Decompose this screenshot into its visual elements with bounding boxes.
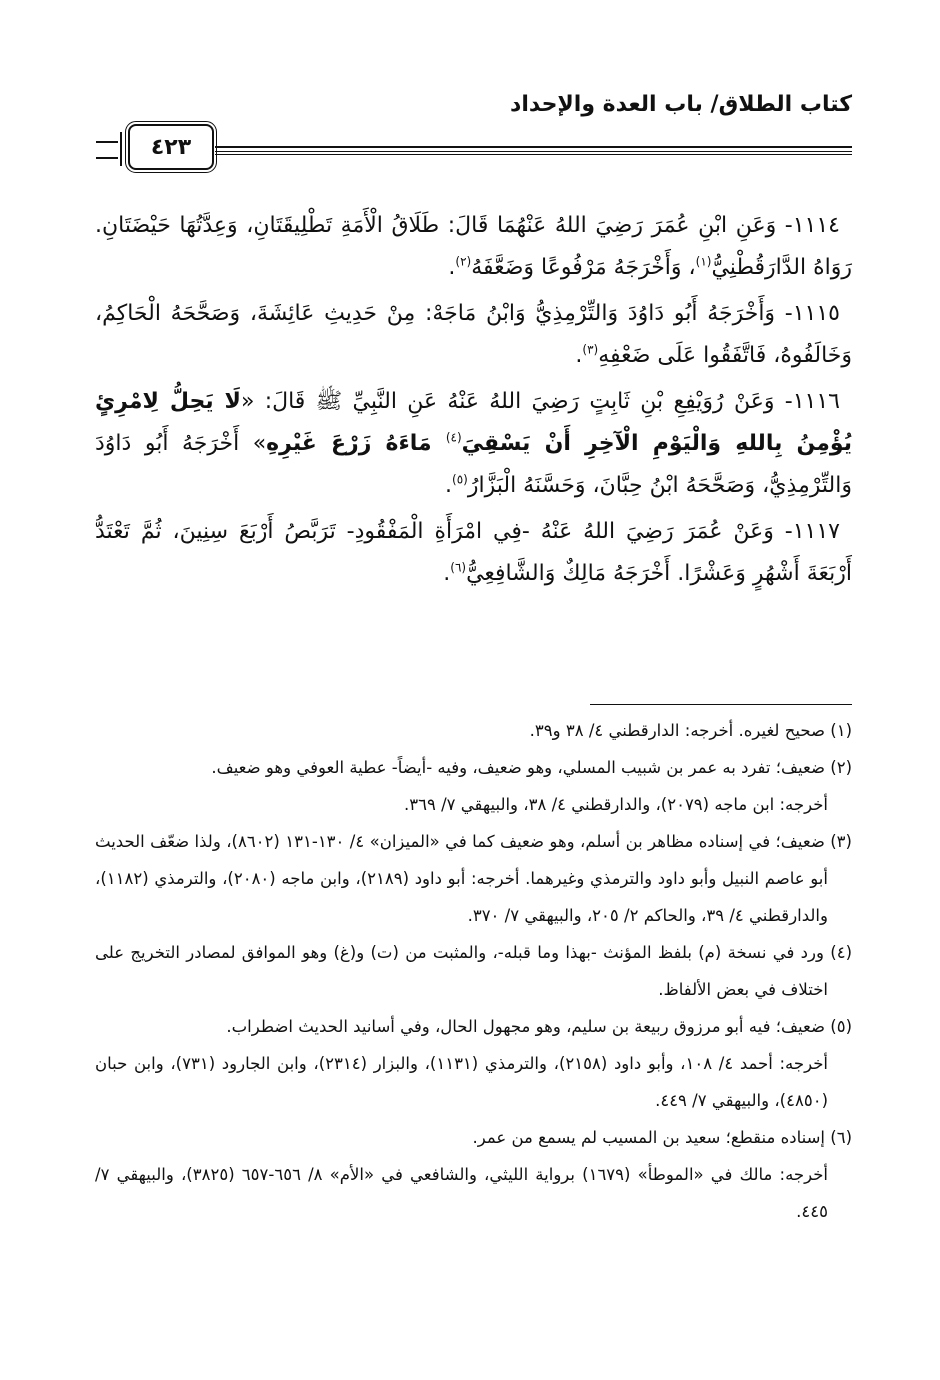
header-ornament xyxy=(96,141,118,159)
page-header-title: كتاب الطلاق/ باب العدة والإحداد xyxy=(510,92,852,117)
footnote-separator xyxy=(590,704,852,705)
hadith-text: . xyxy=(448,255,456,280)
footnote-4: (٤) ورد في نسخة (م) بلفظ المؤنث -بهذا وما قبله-، والمثبت من (ت) و(غ) وهو الموافق لمصادر التخريج على اختلاف في بعض الألفاظ. xyxy=(95,943,852,999)
hadith-text: . xyxy=(575,343,583,368)
footnote-6: (٦) إسناده منقطع؛ سعيد بن المسيب لم يسمع من عمر. xyxy=(472,1128,852,1147)
footnote-1: (١) صحيح لغيره. أخرجه: الدارقطني ٤/ ٣٨ و٣٩. xyxy=(529,721,852,740)
footnote-ref[interactable]: (١) xyxy=(695,254,712,269)
footnote-ref[interactable]: (٥) xyxy=(452,472,468,487)
footnote-3: (٣) ضعيف؛ في إسناده مظاهر بن أسلم، وهو ضعيف كما في «الميزان» ٤/ ١٣٠-١٣١ (٨٦٠٢)، ولذا ضعّف الحديث أبو عاصم النبيل وأبو داود والترمذي وغيرهما. أخرجه: أبو داود (٢١٨٩)، وابن ماجه (٢٠٨٠)، والترمذي (١١٨٢)، والدارقطني ٤/ ٣٩، والحاكم ٢/ ٢٠٥، والبيهقي ٧/ ٣٧٠. xyxy=(95,832,852,925)
header-rule xyxy=(215,146,852,152)
header-rule-thin xyxy=(215,154,852,155)
footnote-ref[interactable]: (٣) xyxy=(582,342,599,357)
header-ornament-bar xyxy=(120,132,122,166)
footnote-5-takhrij: أخرجه: أحمد ٤/ ١٠٨، وأبو داود (٢١٥٨)، والترمذي (١١٣١)، والبزار (٢٣١٤)، وابن الجارود (٧٣١)، وابن حبان (٤٨٥٠)، والبيهقي ٧/ ٤٤٩. xyxy=(95,1054,828,1110)
hadith-text: ١١١٦- وَعَنْ رُوَيْفِعِ بْنِ ثَابِتٍ رَضِيَ اللهُ عَنْهُ عَنِ النَّبِيِّ ﷺ قَالَ: « xyxy=(240,389,840,414)
hadith-text: ١١١٥- وَأَخْرَجَهُ أَبُو دَاوُدَ وَالتِّرْمِذِيُّ وَابْنُ مَاجَهْ: مِنْ حَدِيثِ عَائِشَةَ، وَصَحَّحَهُ الْحَاكِمُ، وَخَالَفُوهُ، فَاتَّفَقُوا عَلَى ضَعْفِهِ xyxy=(95,301,852,368)
footnote-5: (٥) ضعيف؛ فيه أبو مرزوق ربيعة بن سليم، وهو مجهول الحال، وفي أسانيد الحديث اضطراب. xyxy=(226,1017,852,1036)
hadith-1115 xyxy=(95,293,852,377)
footnote-2: (٢) ضعيف؛ تفرد به عمر بن شبيب المسلي، وهو ضعيف، وفيه -أيضاً- عطية العوفي وهو ضعيف. xyxy=(211,758,852,777)
hadith-1116 xyxy=(95,381,852,507)
hadith-text: ، وَأَخْرَجَهُ مَرْفُوعًا وَضَعَّفَهُ xyxy=(471,255,696,280)
hadith-text: . xyxy=(443,561,451,586)
hadith-text: . xyxy=(445,473,453,498)
footnote-ref[interactable]: (٤) xyxy=(445,430,462,445)
hadith-matn: لَا يَحِلُّ لِامْرِئٍ يُؤْمِنُ بِاللهِ وَالْيَوْمِ الْآخِرِ أَنْ يَسْقِيَ xyxy=(95,389,852,456)
footnote-ref[interactable]: (٢) xyxy=(455,254,472,269)
hadith-matn: مَاءَهُ زَرْعَ غَيْرِهِ xyxy=(266,431,446,456)
page-number: ٤٢٣ xyxy=(128,124,214,170)
hadith-text: ١١١٤- وَعَنِ ابْنِ عُمَرَ رَضِيَ اللهُ عَنْهُمَا قَالَ: طَلَاقُ الْأَمَةِ تَطْلِيقَتَانِ، وَعِدَّتُهَا حَيْضَتَانِ. رَوَاهُ الدَّارَقُطْنِيُّ xyxy=(95,213,852,280)
hadith-1117 xyxy=(95,511,852,595)
hadith-1114 xyxy=(95,205,852,289)
footnotes xyxy=(95,712,852,1230)
hadith-text: ١١١٧- وَعَنْ عُمَرَ رَضِيَ اللهُ عَنْهُ -فِي امْرَأَةِ الْمَفْقُودِ- تَرَبَّصُ أَرْبَعَ سِنِينَ، ثُمَّ تَعْتَدُّ أَرْبَعَةَ أَشْهُرٍ وَعَشْرًا. أَخْرَجَهُ مَالِكٌ وَالشَّافِعِيُّ xyxy=(95,519,852,586)
footnote-ref[interactable]: (٦) xyxy=(450,560,467,575)
hadith-text: » أَخْرَجَهُ أَبُو دَاوُدَ وَالتِّرْمِذِيُّ، وَصَحَّحَهُ ابْنُ حِبَّانَ، وَحَسَّنَهُ الْبَزَّارُ xyxy=(95,431,852,498)
footnote-6-takhrij: أخرجه: مالك في «الموطأ» (١٦٧٩) برواية الليثي، والشافعي في «الأم» ٨/ ٦٥٦-٦٥٧ (٣٨٢٥)، والبيهقي ٧/ ٤٤٥. xyxy=(95,1165,828,1221)
footnote-2-takhrij: أخرجه: ابن ماجه (٢٠٧٩)، والدارقطني ٤/ ٣٨، والبيهقي ٧/ ٣٦٩. xyxy=(404,795,828,814)
hadith-body xyxy=(95,205,852,599)
